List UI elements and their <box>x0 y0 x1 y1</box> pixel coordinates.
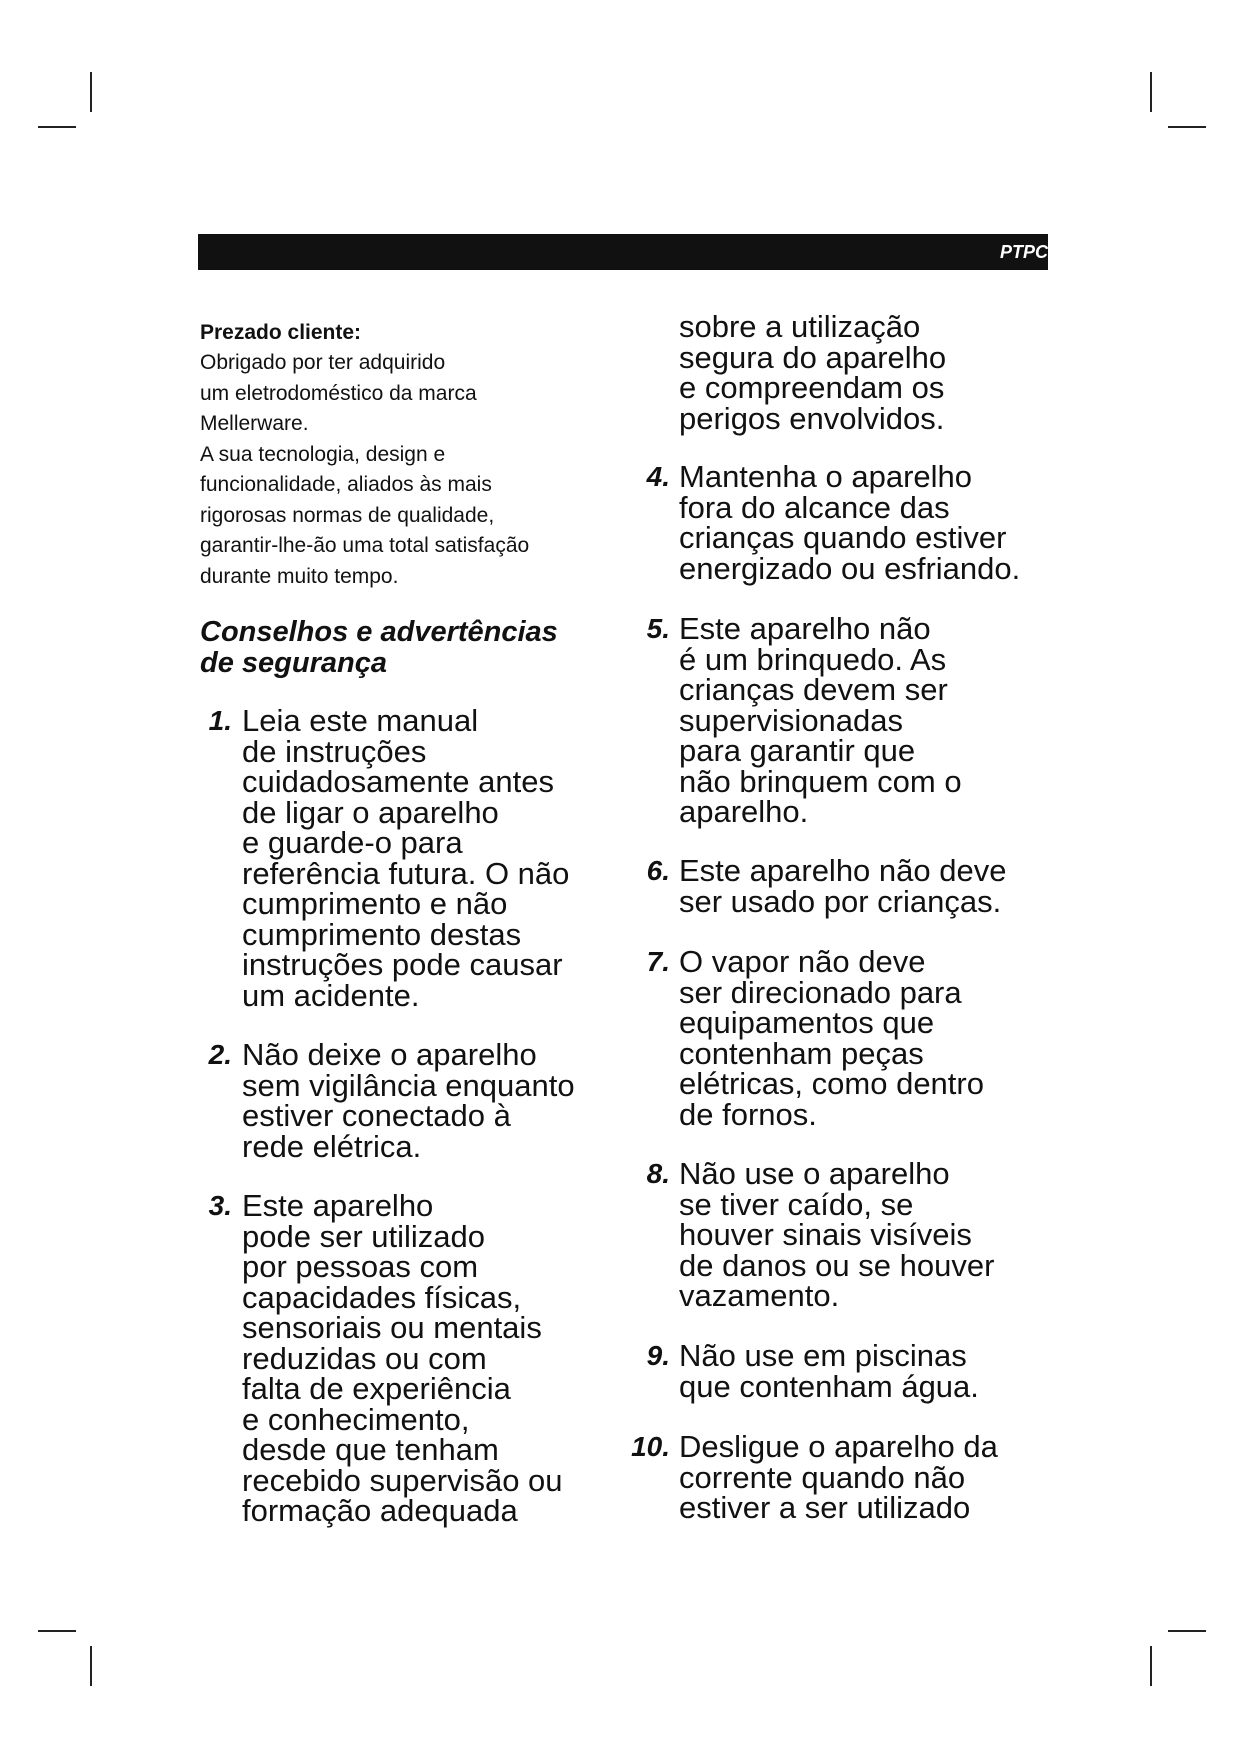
item-text-line: Não use o aparelho <box>679 1156 950 1191</box>
item-text-line: por pessoas com <box>242 1249 479 1284</box>
language-code: PTPC <box>1000 242 1048 262</box>
item-text-line: reduzidas ou com <box>242 1340 487 1376</box>
item-text-line: rede elétrica. <box>242 1128 422 1164</box>
item-number: 3. <box>208 1190 232 1221</box>
item-text <box>679 853 1007 919</box>
item-text-line: contenham peças <box>679 1035 924 1071</box>
item-text-line: falta de experiência <box>242 1371 511 1406</box>
item-text-line: Mantenha o aparelho <box>679 459 973 494</box>
item-text-line: de instruções <box>242 733 427 769</box>
item-text-line: e guarde-o para <box>242 825 463 860</box>
item-number: 9. <box>646 1340 670 1371</box>
greeting-line: um eletrodoméstico da marca <box>200 381 477 405</box>
item-text-line: aparelho. <box>679 794 809 829</box>
item-text-line: pode ser utilizado <box>242 1218 485 1254</box>
greeting-line: funcionalidade, aliados às mais <box>200 473 492 496</box>
item-text-line: de danos ou se houver <box>679 1247 995 1283</box>
item-text-line: equipamentos que <box>679 1005 935 1040</box>
item-text-line: Leia este manual <box>242 703 479 738</box>
item-text-line: supervisionadas <box>679 702 904 738</box>
item-text-line: instruções pode causar <box>242 947 563 982</box>
item-number: 2. <box>208 1039 232 1070</box>
item-number: 6. <box>646 855 670 886</box>
item-text-line: ser usado por crianças. <box>679 883 1002 919</box>
item-text-line: houver sinais visíveis <box>679 1217 972 1252</box>
item-text <box>679 1338 979 1404</box>
item-text-line: crianças devem ser <box>679 672 948 707</box>
item-text-line: Não use em piscinas <box>679 1338 967 1373</box>
item-text-line: segura do aparelho <box>679 339 947 375</box>
item-text-line: Não deixe o aparelho <box>242 1037 537 1072</box>
crop-mark <box>90 72 92 112</box>
section-title: Conselhos e advertências de segurança <box>200 616 558 679</box>
item-text-line: para garantir que <box>679 733 916 768</box>
item-text-line: de fornos. <box>679 1096 817 1132</box>
item-text-line: vazamento. <box>679 1278 840 1313</box>
crop-mark <box>1150 1646 1152 1686</box>
item-text-line: cuidadosamente antes <box>242 764 554 799</box>
item-text-line: energizado ou esfriando. <box>679 550 1021 586</box>
item-text-line: e compreendam os <box>679 370 945 405</box>
greeting-block <box>200 318 620 592</box>
item-text-line: recebido supervisão ou <box>242 1462 563 1498</box>
item-text-line: corrente quando não <box>679 1459 966 1495</box>
item-text-line: desde que tenham <box>242 1432 499 1467</box>
item-text <box>242 703 570 1013</box>
greeting-title: Prezado cliente: <box>200 321 362 344</box>
item-text-line: sobre a utilização <box>679 309 921 344</box>
item-text-line: estiver conectado à <box>242 1098 511 1133</box>
crop-mark <box>38 1630 76 1632</box>
item-text <box>679 1156 995 1313</box>
item-text <box>679 611 962 829</box>
item-text-line: O vapor não deve <box>679 944 926 979</box>
item-text-line: Desligue o aparelho da <box>679 1429 998 1464</box>
item-number: 5. <box>646 613 670 644</box>
crop-mark <box>1168 1630 1206 1632</box>
greeting-line: durante muito tempo. <box>200 564 399 588</box>
greeting-line: garantir-lhe-ão uma total satisfação <box>200 534 530 557</box>
item-text <box>679 944 984 1132</box>
item-text-line: que contenham água. <box>679 1368 979 1404</box>
crop-mark <box>1168 126 1206 128</box>
item-text-line: elétricas, como dentro <box>679 1066 984 1101</box>
item-text-line: cumprimento e não <box>242 886 508 921</box>
item-text-line: sensoriais ou mentais <box>242 1310 542 1345</box>
item-text-line: não brinquem com o <box>679 763 962 799</box>
item-text-line: crianças quando estiver <box>679 520 1007 555</box>
item-text-line: é um brinquedo. As <box>679 641 947 677</box>
item-text-line: formação adequada <box>242 1493 518 1528</box>
item-number: 4. <box>646 461 670 492</box>
item-number: 10. <box>631 1431 670 1462</box>
item-number: 8. <box>646 1158 670 1189</box>
item-text-line: e conhecimento, <box>242 1401 470 1437</box>
item-text-line: fora do alcance das <box>679 489 950 525</box>
crop-mark <box>90 1646 92 1686</box>
item-text <box>679 309 947 436</box>
item-text-line: estiver a ser utilizado <box>679 1490 971 1525</box>
item-text <box>242 1037 575 1164</box>
header-bar <box>198 234 1048 270</box>
item-text-line: se tiver caído, se <box>679 1186 914 1222</box>
item-text-line: ser direcionado para <box>679 974 962 1010</box>
item-text-line: sem vigilância enquanto <box>242 1067 575 1103</box>
item-text-line: Este aparelho <box>242 1188 434 1223</box>
item-text-line: Este aparelho não <box>679 611 931 646</box>
crop-mark <box>38 126 76 128</box>
greeting-line: Mellerware. <box>200 412 309 435</box>
item-number: 1. <box>208 705 232 736</box>
item-text-line: perigos envolvidos. <box>679 400 945 436</box>
item-text <box>242 1188 563 1528</box>
item-text-line: Este aparelho não deve <box>679 853 1007 888</box>
item-text-line: capacidades físicas, <box>242 1279 522 1315</box>
greeting-line: A sua tecnologia, design e <box>200 442 446 466</box>
item-text-line: de ligar o aparelho <box>242 794 499 830</box>
item-text-line: cumprimento destas <box>242 916 522 952</box>
crop-mark <box>1150 72 1152 112</box>
greeting-line: Obrigado por ter adquirido <box>200 351 446 374</box>
item-text-line: um acidente. <box>242 977 420 1013</box>
greeting-line: rigorosas normas de qualidade, <box>200 503 495 527</box>
item-text <box>679 1429 998 1525</box>
item-text-line: referência futura. O não <box>242 855 570 891</box>
item-text <box>679 459 1021 586</box>
item-number: 7. <box>646 946 670 977</box>
